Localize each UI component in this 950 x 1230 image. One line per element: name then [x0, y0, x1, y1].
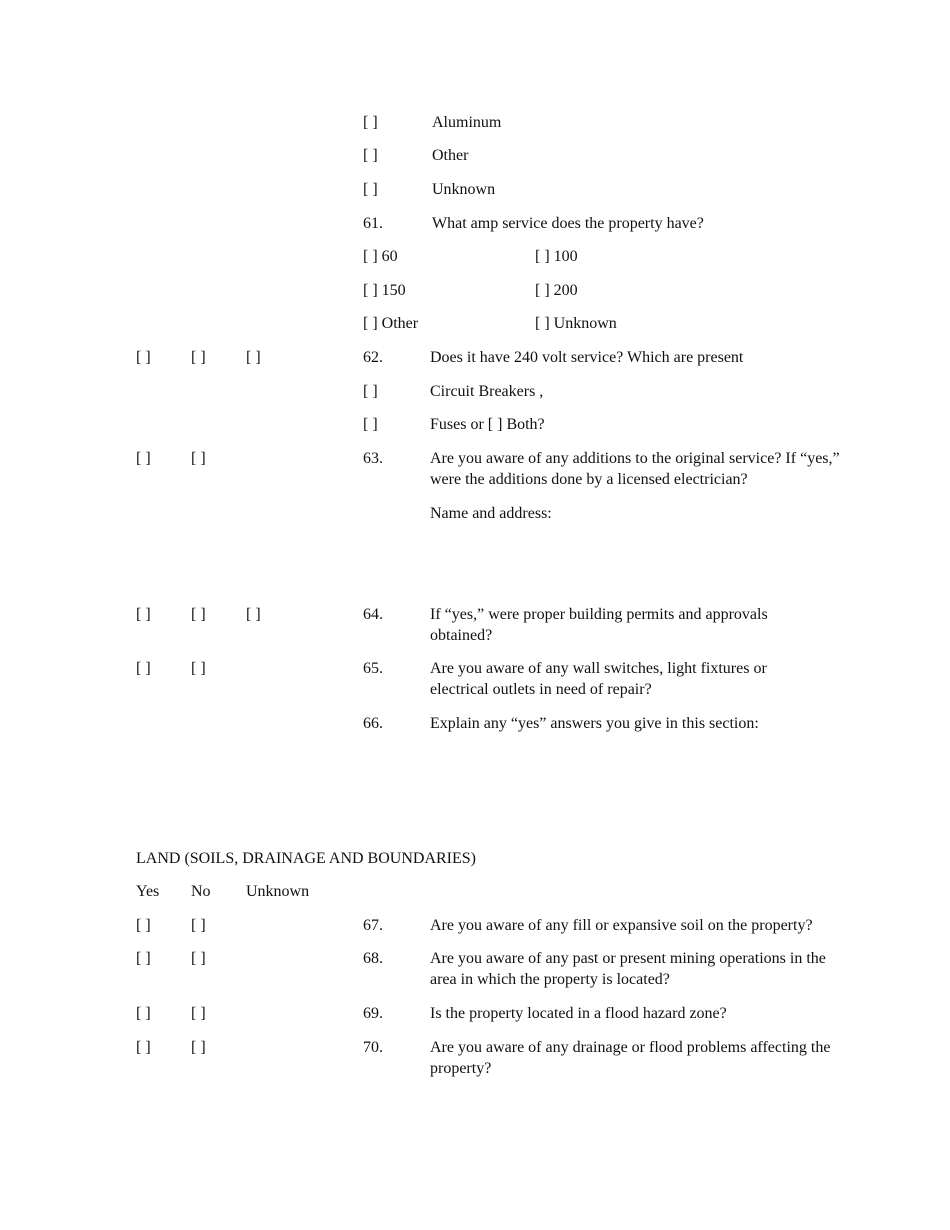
question-67-yes-checkbox[interactable]: [ ] [136, 917, 151, 934]
question-61-text: What amp service does the property have? [432, 215, 704, 232]
question-70-text: Are you aware of any drainage or flood problems affecting the property? [430, 1039, 831, 1077]
question-67-text: Are you aware of any fill or expansive soil on the property? [430, 917, 813, 934]
unknown-checkbox[interactable]: [ ] [363, 181, 378, 198]
question-63-number: 63. [363, 450, 383, 467]
question-65-yes-checkbox[interactable]: [ ] [136, 660, 151, 677]
question-67-no-checkbox[interactable]: [ ] [191, 917, 206, 934]
circuit-breakers-label: Circuit Breakers , [430, 383, 544, 400]
question-69-number: 69. [363, 1005, 383, 1022]
question-62-no-checkbox[interactable]: [ ] [191, 349, 206, 366]
fuses-checkbox[interactable]: [ ] [363, 416, 378, 433]
question-68-number: 68. [363, 950, 383, 967]
amp-100-option[interactable]: [ ] 100 [535, 248, 578, 265]
aluminum-label: Aluminum [432, 114, 502, 131]
question-61-number: 61. [363, 215, 383, 232]
amp-150-option[interactable]: [ ] 150 [363, 282, 406, 299]
question-70-yes-checkbox[interactable]: [ ] [136, 1039, 151, 1056]
question-68-no-checkbox[interactable]: [ ] [191, 950, 206, 967]
question-64-yes-checkbox[interactable]: [ ] [136, 606, 151, 623]
amp-60-option[interactable]: [ ] 60 [363, 248, 398, 265]
question-64-text: If “yes,” were proper building permits and approvals obtained? [430, 606, 768, 644]
unknown-label: Unknown [432, 181, 496, 198]
other-label: Other [432, 147, 469, 164]
other-checkbox[interactable]: [ ] [363, 147, 378, 164]
question-68-yes-checkbox[interactable]: [ ] [136, 950, 151, 967]
question-70-no-checkbox[interactable]: [ ] [191, 1039, 206, 1056]
question-70-number: 70. [363, 1039, 383, 1056]
question-67-number: 67. [363, 917, 383, 934]
question-68-text: Are you aware of any past or present mining operations in the area in which the property is located? [430, 950, 826, 988]
question-69-text: Is the property located in a flood hazard zone? [430, 1005, 727, 1022]
column-unknown-header: Unknown [246, 883, 310, 900]
question-64-unknown-checkbox[interactable]: [ ] [246, 606, 261, 623]
question-62-unknown-checkbox[interactable]: [ ] [246, 349, 261, 366]
column-no-header: No [191, 883, 211, 900]
question-65-text: Are you aware of any wall switches, light fixtures or electrical outlets in need of repair? [430, 660, 767, 698]
question-69-yes-checkbox[interactable]: [ ] [136, 1005, 151, 1022]
circuit-breakers-checkbox[interactable]: [ ] [363, 383, 378, 400]
question-66-number: 66. [363, 715, 383, 732]
amp-other-option[interactable]: [ ] Other [363, 315, 419, 332]
land-section-heading: LAND (SOILS, DRAINAGE AND BOUNDARIES) [136, 850, 476, 867]
question-63-no-checkbox[interactable]: [ ] [191, 450, 206, 467]
amp-unknown-option[interactable]: [ ] Unknown [535, 315, 617, 332]
question-62-number: 62. [363, 349, 383, 366]
question-63-text: Are you aware of any additions to the original service? If “yes,” were the additions done by a licensed electrician? [430, 450, 840, 488]
question-65-number: 65. [363, 660, 383, 677]
name-address-label: Name and address: [430, 505, 552, 522]
question-63-yes-checkbox[interactable]: [ ] [136, 450, 151, 467]
question-65-no-checkbox[interactable]: [ ] [191, 660, 206, 677]
question-64-no-checkbox[interactable]: [ ] [191, 606, 206, 623]
amp-200-option[interactable]: [ ] 200 [535, 282, 578, 299]
question-66-text: Explain any “yes” answers you give in this section: [430, 715, 759, 732]
question-62-text: Does it have 240 volt service? Which are present [430, 349, 744, 366]
question-62-yes-checkbox[interactable]: [ ] [136, 349, 151, 366]
aluminum-checkbox[interactable]: [ ] [363, 114, 378, 131]
column-yes-header: Yes [136, 883, 160, 900]
fuses-both-label: Fuses or [ ] Both? [430, 416, 545, 433]
question-69-no-checkbox[interactable]: [ ] [191, 1005, 206, 1022]
question-64-number: 64. [363, 606, 383, 623]
